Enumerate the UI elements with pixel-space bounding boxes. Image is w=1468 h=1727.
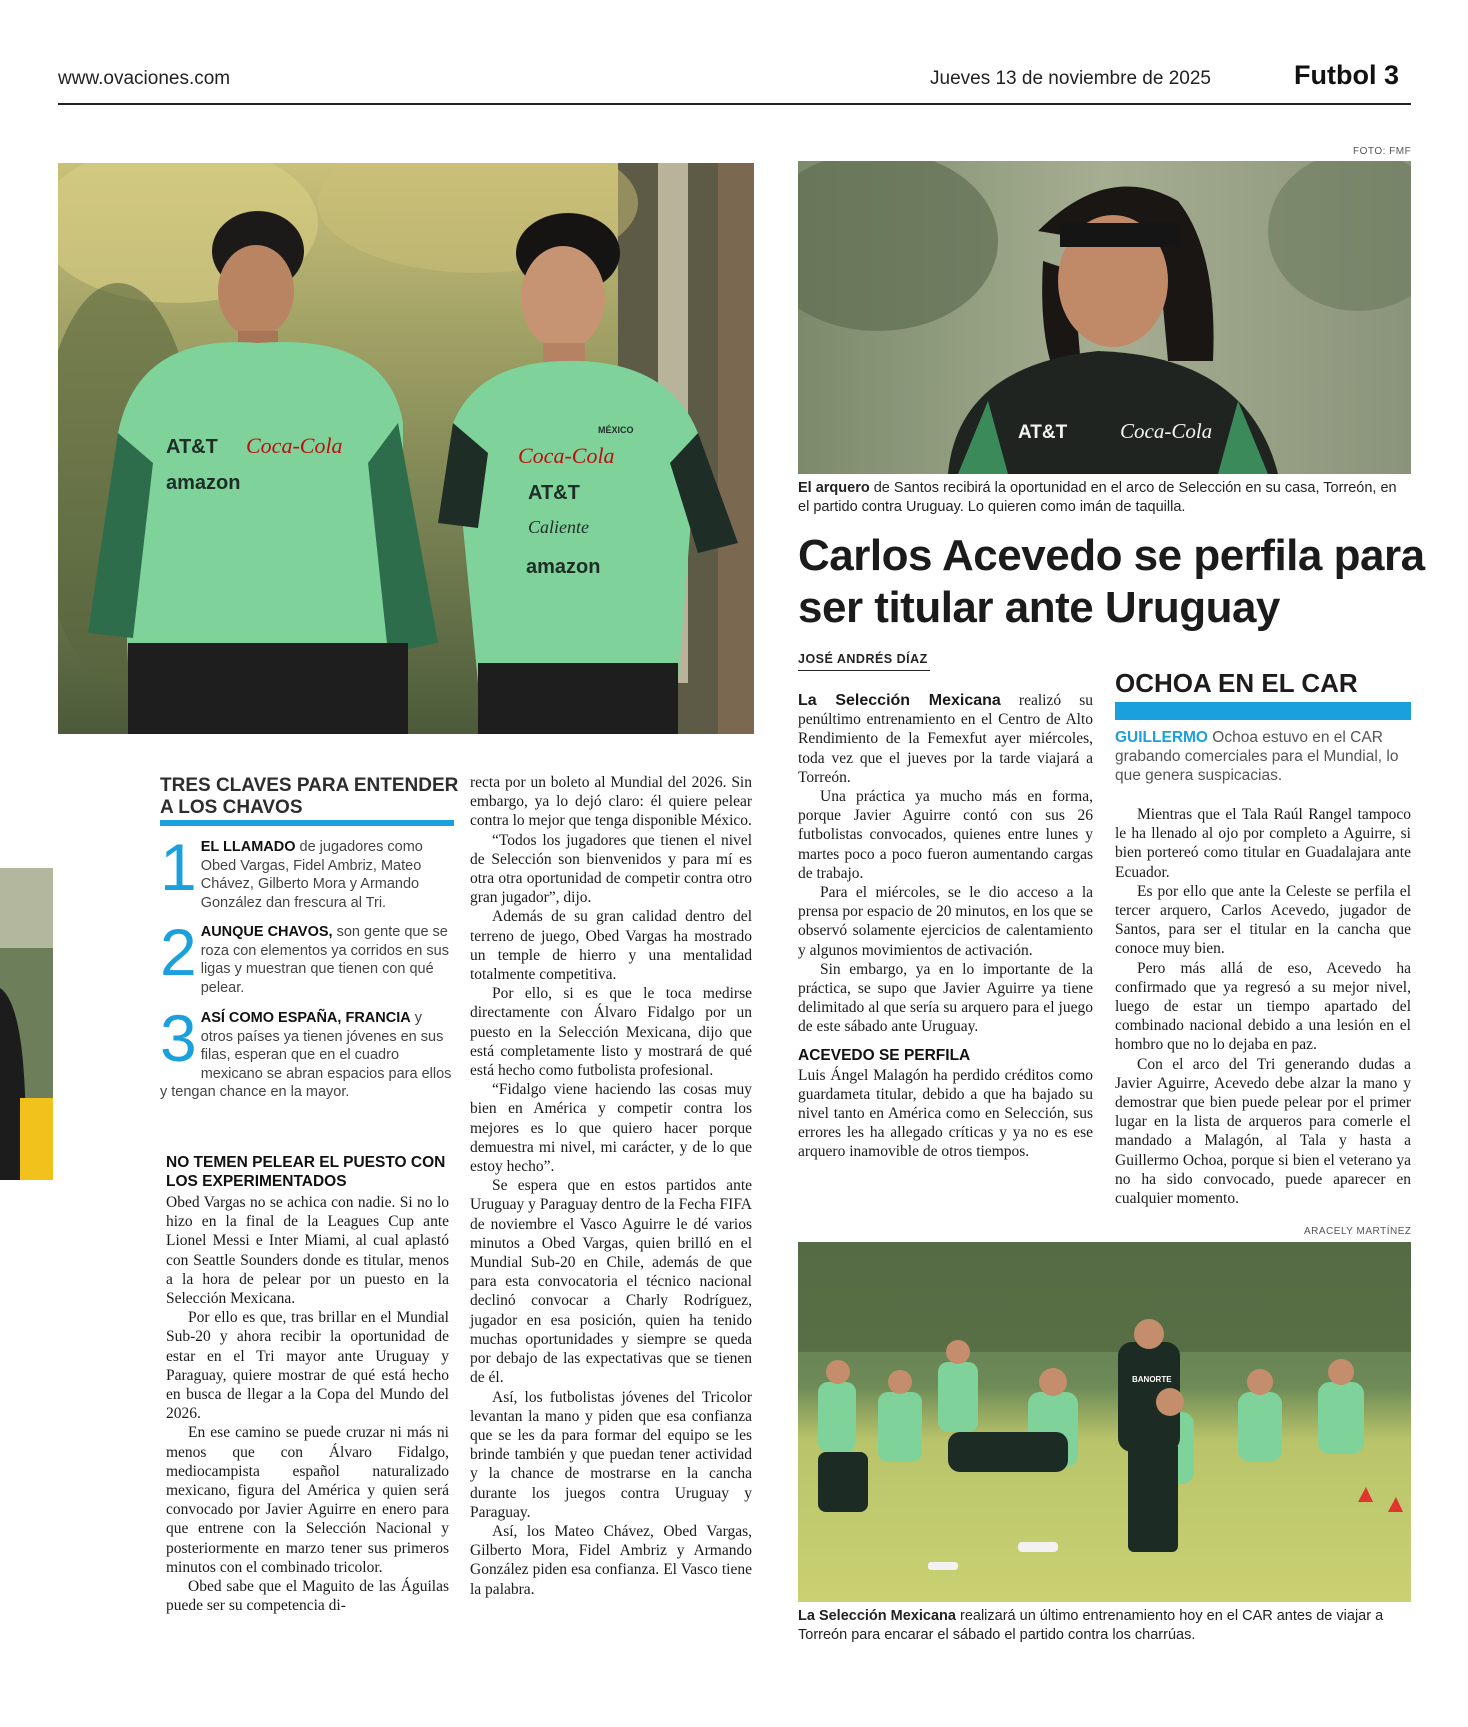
byline-rule bbox=[798, 670, 930, 671]
key-item-2 bbox=[160, 915, 454, 997]
header-rule bbox=[58, 103, 1411, 105]
jersey-att-text: AT&T bbox=[166, 436, 218, 458]
key-item-3 bbox=[160, 1001, 454, 1102]
col3-paragraph: Luis Ángel Malagón ha perdido créditos como guardameta titular, debido a que ha bajado su nivel tanto en América como en Selección, sus errores les ha allegado críticas y ya no es ese arquero inamovible de otros tiempos. bbox=[798, 1066, 1093, 1161]
col4-paragraph: Mientras que el Tala Raúl Rangel tampoco le ha llenado al ojo por completo a Aguirre, si bien portereó como titular en Guadalajara ante Ecuador. bbox=[1115, 806, 1411, 881]
key-number: 3 bbox=[160, 1001, 197, 1075]
key-lead: AUNQUE CHAVOS, bbox=[200, 924, 333, 940]
col2-paragraph: Así, los futbolistas jóvenes del Tricolor levantan la mano y piden que esa confianza que se les da para formar del equipo se les brinde también y que puedan tener actividad y la chance de mostrarse en la cancha durante los juegos contra Uruguay y Paraguay. bbox=[470, 1388, 752, 1521]
col3-lead-rest: realizó su penúltimo entrenamiento en el Centro de Alto Rendimiento de la Femexfut ayer miércoles, toda vez que el jueves por la tarde viajará a Torreón. bbox=[798, 692, 1093, 786]
key-text: de jugadores como Obed Vargas, Fidel Ambriz, Mateo Chávez, Gilberto Mora y Armando González dan frescura al Tri. bbox=[200, 839, 423, 911]
caption-text: realizará un último entrenamiento hoy en el CAR antes de viajar a Torreón para encarar el sábado el partido contra los charrúas. bbox=[798, 1608, 1384, 1643]
ochoa-box-text bbox=[1115, 728, 1411, 785]
key-item-1 bbox=[160, 830, 454, 912]
byline: JOSÉ ANDRÉS DÍAZ bbox=[798, 652, 928, 666]
jersey-amazon-text: amazon bbox=[166, 472, 241, 494]
key-number: 2 bbox=[160, 915, 197, 989]
key-lead: ASÍ COMO ESPAÑA, FRANCIA bbox=[200, 1010, 411, 1026]
col1-paragraph: En ese camino se puede cruzar ni más ni menos que con Álvaro Fidalgo, mediocampista español naturalizado mexicano, figura del América y quien será convocado por Javier Aguirre en enero para que entrene con la Selección Nacional y posteriormente en marzo tener sus primeros minutos con el combinado tricolor. bbox=[166, 1424, 449, 1576]
col4-body bbox=[1115, 805, 1411, 1208]
col1-body bbox=[166, 1193, 449, 1615]
jersey3-att-text: AT&T bbox=[1018, 422, 1068, 443]
key-lead: EL LLAMADO bbox=[200, 839, 296, 855]
ochoa-box-title: OCHOA EN EL CAR bbox=[1115, 668, 1358, 698]
caption-lead: La Selección Mexicana bbox=[798, 1608, 956, 1624]
training-photo bbox=[798, 1242, 1411, 1602]
col1-paragraph: Por ello es que, tras brillar en el Mundial Sub-20 y ahora recibir la oportunidad de estar en el Tri mayor ante Uruguay y Paraguay, quiere mostrar de qué está hecho en busca de llegar a la Copa del Mundo del 2026. bbox=[166, 1309, 449, 1423]
jersey2-mexico-text: MÉXICO bbox=[598, 425, 634, 435]
col2-paragraph: recta por un boleto al Mundial del 2026. Sin embargo, ya lo dejó claro: él quiere pelear contra lo mejor que tenga disponible México. bbox=[470, 774, 752, 830]
issue-date: Jueves 13 de noviembre de 2025 bbox=[930, 68, 1211, 89]
photo-credit-bottom: ARACELY MARTÍNEZ bbox=[1304, 1226, 1412, 1237]
col2-paragraph: “Todos los jugadores que tienen el nivel de Selección son bienvenidos y para mí es otra otra oportunidad de competir contra otro gran jugador”, dijo. bbox=[470, 831, 752, 907]
caption-top bbox=[798, 479, 1411, 517]
col2-body bbox=[470, 773, 752, 1599]
edge-photo-fragment bbox=[0, 868, 53, 1180]
col2-paragraph: “Fidalgo viene haciendo las cosas muy bien en América y competir contra los mejores es lo que quiero hacer porque demuestra mi nivel, mi carácter, y de lo que estoy hecho”. bbox=[470, 1081, 752, 1176]
section-page-label: Futbol 3 bbox=[1294, 60, 1399, 90]
jersey3-coca-text: Coca-Cola bbox=[1120, 419, 1213, 443]
col3-subhead: ACEVEDO SE PERFILA bbox=[798, 1046, 971, 1064]
col3-paragraph: Para el miércoles, se le dio acceso a la prensa por espacio de 20 minutos, en los que se observó solamente ejercicios de calentamiento y algunos movimientos de activación. bbox=[798, 884, 1093, 959]
col2-paragraph: Por ello, si es que le toca medirse directamente con Álvaro Fidalgo por un puesto en la Selección Mexicana, dijo que está completamente listo y mostrará de qué está hecho como futbolista profesional. bbox=[470, 985, 752, 1080]
col3-lead-paragraph bbox=[798, 691, 1093, 787]
key-text: y otros países ya tienen jóvenes en sus filas, esperan que en el cuadro mexicano se abran espacios para ellos y tengan chance en la mayor. bbox=[160, 1010, 452, 1100]
key-number: 1 bbox=[160, 830, 197, 904]
col3-lead: La Selección Mexicana bbox=[798, 692, 1001, 709]
key-text: son gente que se roza con elementos ya corridos en sus ligas y muestran que tienen con qué pelear. bbox=[200, 924, 449, 996]
col3-paragraph: Una práctica ya mucho más en forma, porque Javier Aguirre contó con sus 26 futbolistas convocados, quienes entre lunes y martes poco a poco fueron aumentando cargas de trabajo. bbox=[798, 788, 1093, 882]
jersey2-amazon-text: amazon bbox=[526, 556, 601, 578]
col1-subhead: NO TEMEN PELEAR EL PUESTO CON LOS EXPERIMENTADOS bbox=[166, 1154, 446, 1190]
players-photo bbox=[58, 163, 754, 734]
col3-body bbox=[798, 691, 1093, 1162]
caption-bottom bbox=[798, 1607, 1411, 1645]
caption-text: de Santos recibirá la oportunidad en el arco de Selección en su casa, Torreón, en el partido contra Uruguay. Lo quieren como imán de taquilla. bbox=[798, 480, 1397, 515]
site-url[interactable]: www.ovaciones.com bbox=[58, 68, 231, 89]
jersey2-coca-text: Coca-Cola bbox=[518, 443, 615, 468]
jersey2-caliente-text: Caliente bbox=[528, 517, 589, 537]
col1-paragraph: Obed sabe que el Maguito de las Águilas puede ser su competencia di- bbox=[166, 1578, 449, 1615]
col4-paragraph: Con el arco del Tri generando dudas a Javier Aguirre, Acevedo debe alzar la mano y demostrar que bien puede pelear por el primer lugar en la lista de arqueros para comerle el mandado a Malagón, al Tala y hasta a Guillermo Ochoa, porque si bien el veterano ya no ha sido convocado, puede aparecer en cualquier momento. bbox=[1115, 1055, 1411, 1208]
tres-claves-title: TRES CLAVES PARA ENTENDER A LOS CHAVOS bbox=[160, 775, 459, 818]
col3-paragraph: Sin embargo, ya en lo importante de la práctica, se supo que Javier Aguirre ya tiene delimitado al que sería su arquero para el juego de este sábado ante Uruguay. bbox=[798, 960, 1093, 1036]
article-headline: Carlos Acevedo se perfila para ser titular ante Uruguay bbox=[798, 531, 1425, 632]
coach-shirt-text: BANORTE bbox=[1132, 1375, 1172, 1384]
acevedo-photo bbox=[798, 161, 1411, 474]
ochoa-box-rule bbox=[1115, 702, 1411, 720]
col4-paragraph: Es por ello que ante la Celeste se perfila el tercer arquero, Carlos Acevedo, jugador de Santos, para ser el titular en la cancha que conoce muy bien. bbox=[1115, 882, 1411, 958]
jersey-coca-text: Coca-Cola bbox=[246, 433, 343, 458]
col2-paragraph: Se espera que en estos partidos ante Uruguay y Paraguay dentro de la Fecha FIFA de noviembre el Vasco Aguirre le dé varios minutos a Obed Vargas, quien brilló en el Mundial Sub-20 en Chile, además de que para esta convocatoria el técnico nacional declinó convocar a Charly Rodríguez, jugador en esa posición, quien ha tenido muchas oportunidades y siempre se queda por debajo de las expectativas que se tienen de él. bbox=[470, 1177, 752, 1387]
col4-paragraph: Pero más allá de eso, Acevedo ha confirmado que ya regresó a su mejor nivel, luego de estar un tiempo apartado del combinado nacional debido a una lesión en el hombro que no lo dejaba en paz. bbox=[1115, 959, 1411, 1054]
col2-paragraph: Además de su gran calidad dentro del terreno de juego, Obed Vargas ha mostrado un temple de hierro y una mentalidad totalmente competitiva. bbox=[470, 908, 752, 984]
ochoa-lead: GUILLERMO bbox=[1115, 729, 1208, 746]
caption-lead: El arquero bbox=[798, 480, 870, 496]
ochoa-body: Ochoa estuvo en el CAR grabando comerciales para el Mundial, lo que genera suspicacias. bbox=[1115, 729, 1399, 784]
tres-claves-rule bbox=[160, 820, 454, 826]
jersey2-att-text: AT&T bbox=[528, 482, 580, 504]
col1-paragraph: Obed Vargas no se achica con nadie. Si no lo hizo en la final de la Leagues Cup ante Lionel Messi e Inter Miami, al cual aplastó con Seattle Sounders donde es titular, menos a la hora de pelear por un puesto en la Selección Mexicana. bbox=[166, 1194, 449, 1308]
photo-credit-top: FOTO: FMF bbox=[1353, 146, 1412, 157]
col2-paragraph: Así, los Mateo Chávez, Obed Vargas, Gilberto Mora, Fidel Ambriz y Armando González piden esa confianza. El Vasco tiene la palabra. bbox=[470, 1522, 752, 1598]
